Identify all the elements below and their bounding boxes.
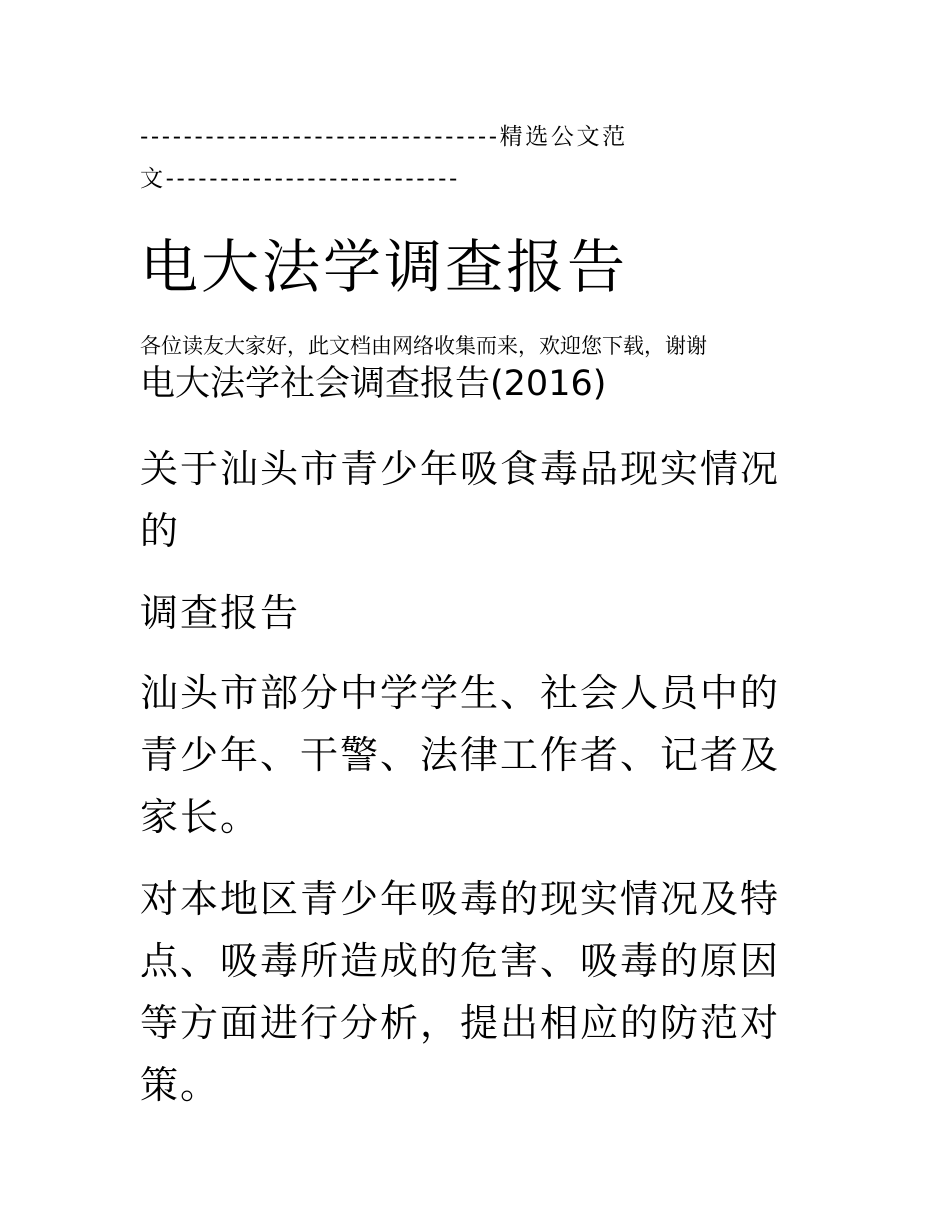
paragraph-survey-content: 对本地区青少年吸毒的现实情况及特点、吸毒所造成的危害、吸毒的原因等方面进行分析，提出相应的防范对策。 bbox=[140, 877, 781, 1107]
intro-note: 各位读友大家好，此文档由网络收集而来，欢迎您下载，谢谢 bbox=[140, 334, 707, 358]
paragraph-report-topic: 关于汕头市青少年吸食毒品现实情况的 bbox=[140, 447, 781, 553]
document-title: 电大法学调查报告 bbox=[140, 233, 629, 301]
header-banner-line-1: ---------------------------------精选公文范 bbox=[140, 124, 628, 150]
paragraph-survey-subjects: 汕头市部分中学学生、社会人员中的青少年、干警、法律工作者、记者及家长。 bbox=[140, 671, 781, 839]
header-banner-line-2: 文--------------------------- bbox=[140, 166, 460, 192]
document-subtitle: 电大法学社会调查报告(2016) bbox=[140, 364, 607, 404]
paragraph-report-label: 调查报告 bbox=[140, 591, 301, 635]
